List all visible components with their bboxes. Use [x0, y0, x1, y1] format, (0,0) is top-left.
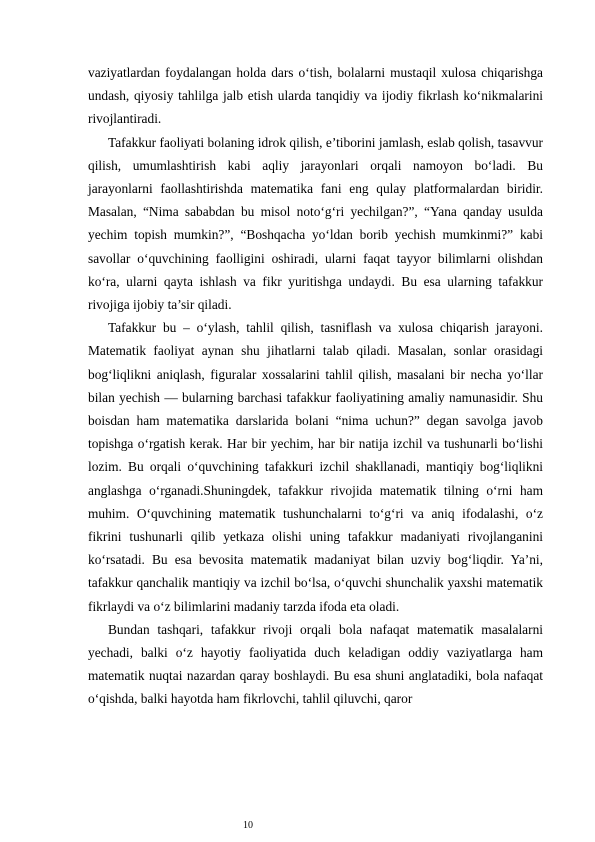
body-text [88, 61, 543, 711]
paragraph: Bundan tashqari, tafakkur rivoji orqali bola nafaqat matematik masalalarni yechadi, balki o‘z hayotiy faoliyatida duch keladigan oddiy vaziyatlarga ham matematik nuqtai nazardan qaray boshlaydi. Bu esa shuni anglatadiki, bola nafaqat o‘qishda, balki hayotda ham fikrlovchi, tahlil qiluvchi, qaror [88, 621, 543, 707]
paragraph-continuation: vaziyatlardan foydalangan holda dars o‘tish, bolalarni mustaqil xulosa chiqarishga undash, qiyosiy tahlilga jalb etish ularda tanqidiy va ijodiy fikrlash ko‘nikmalarini rivojlantiradi. [88, 65, 543, 127]
paragraph: Tafakkur faoliyati bolaning idrok qilish, e’tiborini jamlash, eslab qolish, tasavvur qilish, umumlashtirish kabi aqliy jarayonlari orqali namoyon bo‘ladi. Bu jarayonlarni faollashtirishda matematika fani eng qulay platformalardan biridir. Masalan, “Nima sababdan bu misol noto‘g‘ri yechilgan?”, “Yana qanday usulda yechim topish mumkin?”, “Boshqacha yo‘ldan borib yechish mumkinmi?” kabi savollar o‘quvchining faolligini oshiradi, ularni faqat tayyor bilimlarni olishdan ko‘ra, ularni qayta ishlash va fikr yuritishga undaydi. Bu esa ularning tafakkur rivojiga ijobiy ta’sir qiladi. [88, 134, 543, 313]
page-number: 10 [243, 820, 253, 831]
paragraph: Tafakkur bu – o‘ylash, tahlil qilish, tasniflash va xulosa chiqarish jarayoni. Matematik faoliyat aynan shu jihatlarni talab qiladi. Masalan, sonlar orasidagi bog‘liqlikni aniqlash, figuralar xossalarini tahlil qilish, masalani bir necha yo‘llar bilan yechish — bularning barchasi tafakkur faoliyatining amaliy namunasidir. Shu boisdan ham matematika darslarida bolani “nima uchun?” degan savolga javob topishga o‘rgatish kerak. Har bir yechim, har bir natija izchil va tushunarli bo‘lishi lozim. Bu orqali o‘quvchining tafakkuri izchil shakllanadi, mantiqiy bog‘liqlikni anglashga o‘rganadi.Shuningdek, tafakkur rivojida matematik tilning o‘rni ham muhim. O‘quvchining matematik tushunchalarni to‘g‘ri va aniq ifodalashi, o‘z fikrini tushunarli qilib yetkaza olishi uning tafakkur madaniyati rivojlanganini ko‘rsatadi. Bu esa bevosita matematik madaniyat bilan uzviy bog‘liqdir. Ya’ni, tafakkur qanchalik mantiqiy va izchil bo‘lsa, o‘quvchi shunchalik yaxshi matematik fikrlaydi va o‘z bilimlarini madaniy tarzda ifoda eta oladi. [88, 320, 543, 614]
